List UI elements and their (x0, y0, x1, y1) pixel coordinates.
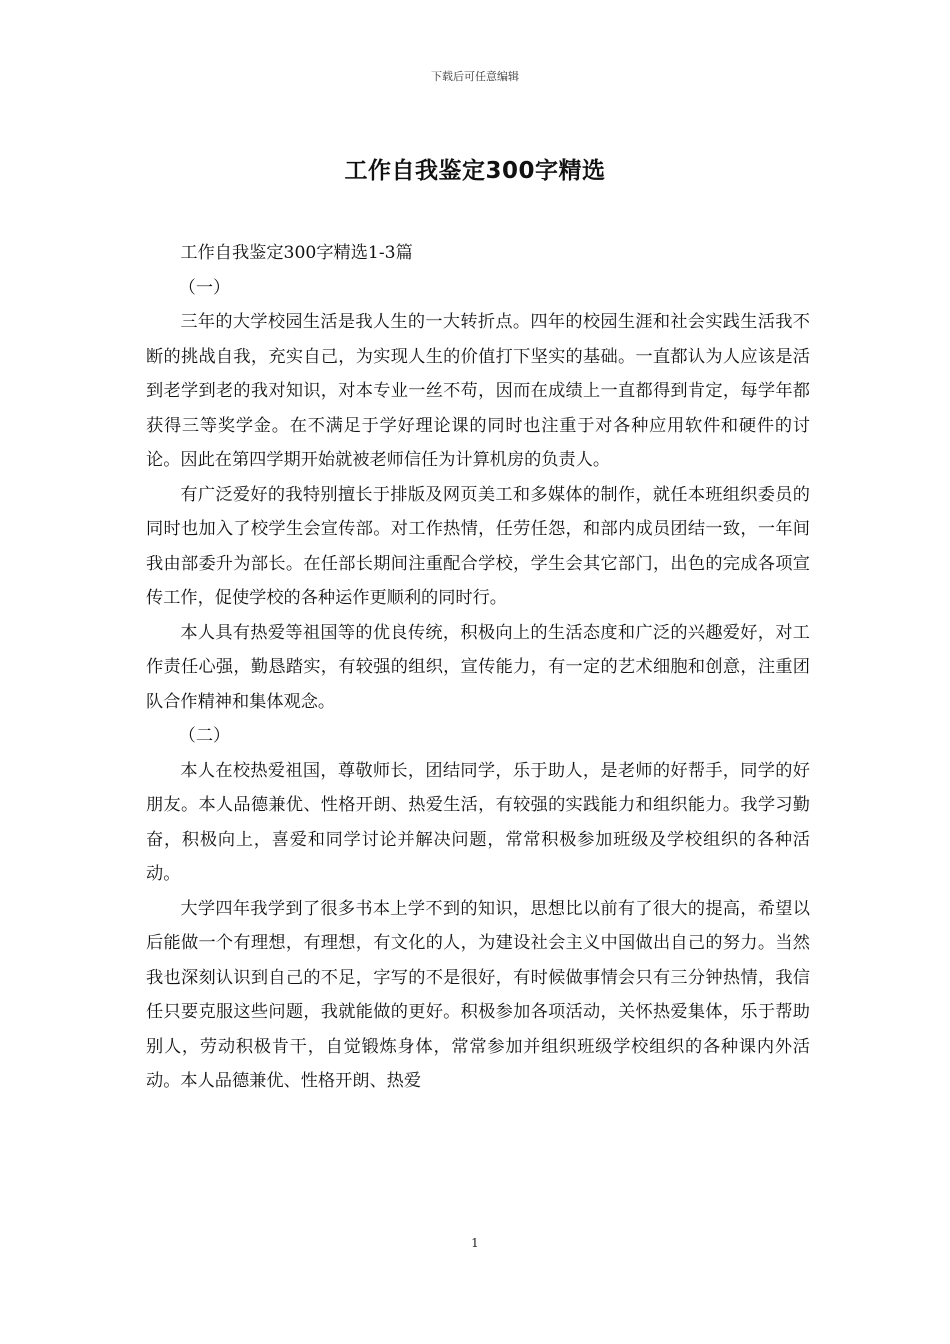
subtitle-paragraph: 工作自我鉴定300字精选1-3篇 (180, 243, 413, 263)
body-paragraph: 本人具有热爱等祖国等的优良传统，积极向上的生活态度和广泛的兴趣爱好，对工作责任心强，勤恳踏实，有较强的组织，宣传能力，有一定的艺术细胞和创意，注重团队合作精神和集体观念。 (146, 622, 810, 712)
body-paragraph: 三年的大学校园生活是我人生的一大转折点。四年的校园生涯和社会实践生活我不断的挑战自我，充实自己，为实现人生的价值打下坚实的基础。一直都认为人应该是活到老学到老的我对知识，对本专业一丝不苟，因而在成绩上一直都得到肯定，每学年都获得三等奖学金。在不满足于学好理论课的同时也注重于对各种应用软件和硬件的讨论。因此在第四学期开始就被老师信任为计算机房的负责人。 (146, 312, 810, 470)
body-paragraph: 大学四年我学到了很多书本上学不到的知识，思想比以前有了很大的提高，希望以后能做一个有理想，有理想，有文化的人，为建设社会主义中国做出自己的努力。当然我也深刻认识到自己的不足，字写的不是很好，有时候做事情会只有三分钟热情，我信任只要克服这些问题，我就能做的更好。积极参加各项活动，关怀热爱集体，乐于帮助别人，劳动积极肯干，自觉锻炼身体，常常参加并组织班级学校组织的各种课内外活动。本人品德兼优、性格开朗、热爱 (146, 898, 810, 1091)
document-body (146, 236, 810, 1099)
page-header: 下载后可任意编辑 (431, 70, 519, 83)
body-paragraph: 有广泛爱好的我特别擅长于排版及网页美工和多媒体的制作，就任本班组织委员的同时也加入了校学生会宣传部。对工作热情，任劳任怨，和部内成员团结一致，一年间我由部委升为部长。在任部长期间注重配合学校，学生会其它部门，出色的完成各项宣传工作，促使学校的各种运作更顺利的同时行。 (146, 484, 810, 608)
document-title: 工作自我鉴定300字精选 (344, 158, 606, 184)
body-paragraph: 本人在校热爱祖国，尊敬师长，团结同学，乐于助人，是老师的好帮手，同学的好朋友。本人品德兼优、性格开朗、热爱生活，有较强的实践能力和组织能力。我学习勤奋，积极向上，喜爱和同学讨论并解决问题，常常积极参加班级及学校组织的各种活动。 (146, 760, 810, 884)
section-marker-2: （二） (178, 726, 231, 746)
section-marker-1: （一） (178, 277, 231, 298)
page-number: 1 (471, 1236, 479, 1250)
